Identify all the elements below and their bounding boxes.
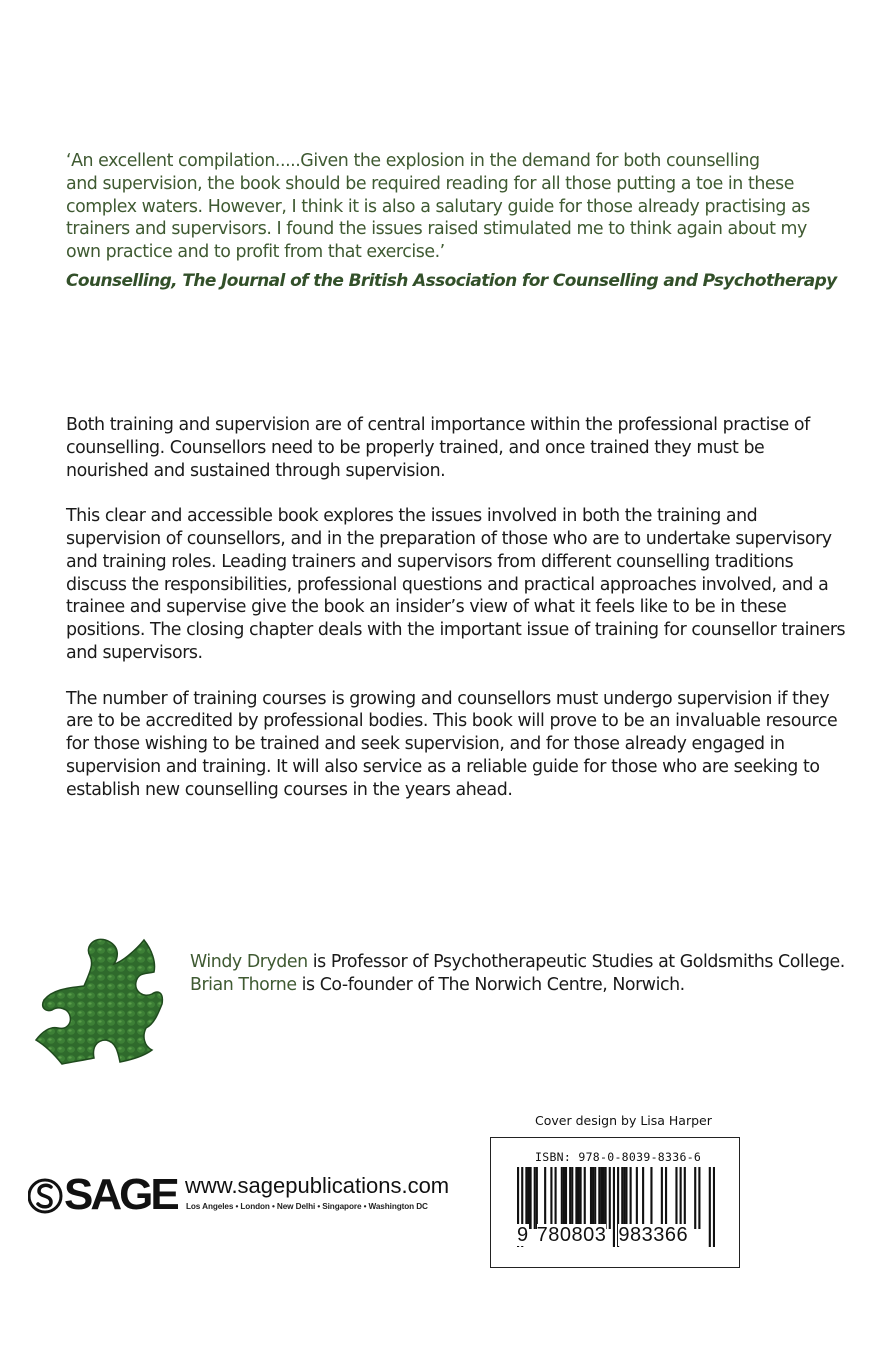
- author-bio: [190, 974, 870, 997]
- barcode-left-group: 780803: [536, 1224, 607, 1246]
- barcode-bar: [594, 1167, 596, 1229]
- quote-line: and supervision, the book should be required reading for all those putting a toe in these: [66, 173, 794, 194]
- barcode-bar: [642, 1167, 644, 1229]
- description-paragraph: The number of training courses is growing and counsellors must undergo supervision if they are to be accredited by professional bodies. This book will prove to be an invaluable resource for those wishing to be trained and seek supervision, and for those already engaged in supervision and training. It will also service as a reliable guide for those who are seeking to establish new counselling courses in the years ahead.: [66, 688, 838, 800]
- barcode-bar: [630, 1167, 632, 1229]
- barcode-bar: [580, 1167, 582, 1229]
- barcode-right-group: 983366: [618, 1224, 689, 1246]
- barcode-bar: [675, 1167, 677, 1229]
- barcode-bar: [694, 1167, 696, 1229]
- barcode-bar: [584, 1167, 586, 1229]
- barcode-bar: [563, 1167, 565, 1229]
- author-description: is Co-founder of The Norwich Centre, Norwich.: [296, 975, 685, 995]
- barcode-bar: [569, 1167, 571, 1229]
- author-name: Windy Dryden: [190, 952, 308, 972]
- barcode-bar: [600, 1167, 602, 1229]
- barcode-bar: [536, 1167, 538, 1229]
- quote-line: ‘An excellent compilation.....Given the explosion in the demand for both counselling: [66, 151, 760, 171]
- barcode-bar: [561, 1167, 563, 1229]
- barcode-bar: [625, 1167, 627, 1229]
- cover-design-credit: Cover design by Lisa Harper: [535, 1113, 712, 1128]
- barcode-bar: [534, 1167, 536, 1229]
- barcode-bar: [623, 1167, 625, 1229]
- barcode-first-digit: 9: [517, 1224, 529, 1246]
- author-bio: [190, 951, 870, 974]
- barcode-bar: [661, 1167, 663, 1229]
- barcode-bar: [592, 1167, 594, 1229]
- publisher-url: www.sagepublications.com: [185, 1173, 450, 1198]
- barcode-bar: [598, 1167, 600, 1229]
- quote-line: complex waters. However, I think it is also a salutary guide for those already practising as: [66, 196, 810, 217]
- barcode-bar: [684, 1167, 686, 1229]
- quote-source: Counselling, The Journal of the British Association for Counselling and Psychotherapy: [66, 271, 837, 291]
- barcode-bar: [665, 1167, 667, 1229]
- barcode-bar: [527, 1167, 529, 1229]
- barcode-bar: [602, 1167, 604, 1229]
- publisher-cities: Los Angeles • London • New Delhi • Singapore • Washington DC: [186, 1202, 428, 1211]
- barcode-bar: [680, 1167, 682, 1229]
- review-quote: [66, 150, 846, 264]
- isbn-barcode: [490, 1137, 740, 1268]
- quote-line: own practice and to profit from that exercise.’: [66, 242, 445, 263]
- book-description: [66, 414, 846, 824]
- barcode-bar: [525, 1167, 527, 1229]
- barcode-bar: [555, 1167, 557, 1229]
- barcode-bar: [609, 1167, 611, 1229]
- publisher-block: [28, 1170, 478, 1224]
- author-bios: [190, 951, 870, 997]
- barcode-bar: [530, 1167, 532, 1229]
- barcode-bar: [636, 1167, 638, 1229]
- barcode-bar: [605, 1167, 607, 1229]
- quote-line: trainers and supervisors. I found the issues raised stimulated me to think again about my: [66, 219, 807, 240]
- barcode-bar: [621, 1167, 623, 1229]
- barcode-digits: [517, 1224, 715, 1247]
- barcode-bar: [590, 1167, 592, 1229]
- barcode-bar: [544, 1167, 546, 1229]
- isbn-label: ISBN: 978-0-8039-8336-6: [535, 1150, 702, 1164]
- author-name: Brian Thorne: [190, 975, 297, 995]
- sage-s-logo-icon: [28, 1176, 64, 1216]
- barcode-bar: [575, 1167, 577, 1229]
- barcode-bar: [698, 1167, 700, 1229]
- barcode-bar: [577, 1167, 579, 1229]
- barcode-bar: [550, 1167, 552, 1229]
- description-paragraph: This clear and accessible book explores the issues involved in both the training and supervision of counsellors, and in the preparation of those who are to undertake supervisory and training roles. Leading trainers and supervisors from different counselling traditions discuss the responsibilities, professional questions and practical approaches involved, and a trainee and supervise give the book an insider’s view of what it feels like to be in these positions. The closing chapter deals with the important issue of training for counsellor trainers and supervisors.: [66, 506, 846, 663]
- sage-wordmark: SAGE: [64, 1170, 177, 1219]
- barcode-bar: [650, 1167, 652, 1229]
- author-description: is Professor of Psychotherapeutic Studies at Goldsmiths College.: [307, 952, 845, 972]
- barcode-bar: [565, 1167, 567, 1229]
- puzzle-piece-icon: [26, 928, 171, 1066]
- barcode-bar: [571, 1167, 573, 1229]
- description-paragraph: Both training and supervision are of central importance within the professional practise of counselling. Counsellors need to be properly trained, and once trained they must be nourished and sustained through supervision.: [66, 415, 810, 481]
